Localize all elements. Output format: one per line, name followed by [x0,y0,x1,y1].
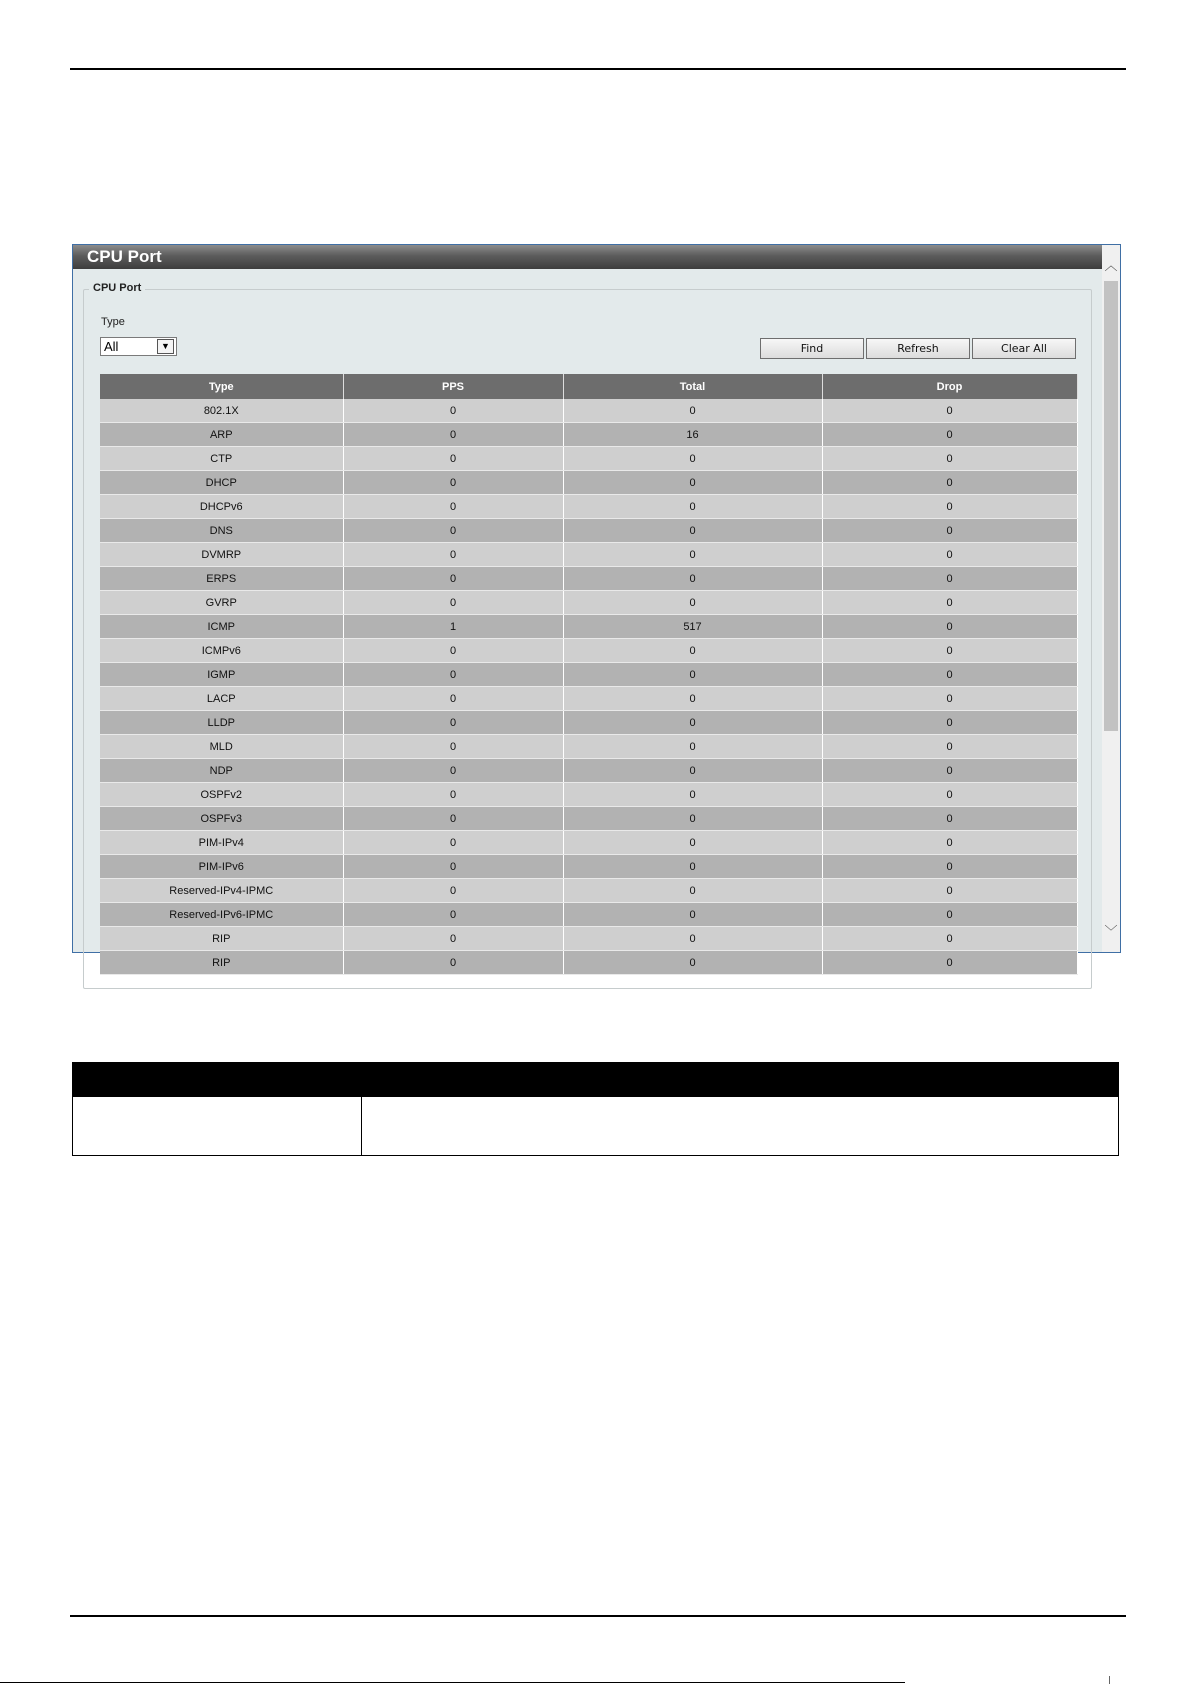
table-row [100,423,1077,447]
cell-total: 0 [563,591,822,615]
cell-type: MLD [100,735,343,759]
cell-type: PIM-IPv6 [100,855,343,879]
cell-total: 0 [563,783,822,807]
cell-total: 0 [563,519,822,543]
cell-drop: 0 [822,951,1077,975]
cell-type: RIP [100,951,343,975]
type-label: Type [101,316,125,328]
cell-pps: 0 [343,879,563,903]
column-header-type: Type [100,374,343,399]
cell-pps: 0 [343,735,563,759]
header-rule [70,68,1126,70]
type-select-value: All [104,339,119,354]
cell-type: NDP [100,759,343,783]
cell-drop: 0 [822,663,1077,687]
cell-pps: 0 [343,687,563,711]
chevron-down-icon[interactable]: ﹀ [1104,924,1118,939]
cell-drop: 0 [822,639,1077,663]
cell-total: 16 [563,423,822,447]
cell-total: 0 [563,567,822,591]
cell-drop: 0 [822,927,1077,951]
table-header-row [100,374,1077,399]
table-row [100,903,1077,927]
cell-pps: 0 [343,423,563,447]
type-select[interactable] [100,337,177,356]
table-body [100,399,1077,975]
cell-type: DHCPv6 [100,495,343,519]
cell-pps: 0 [343,543,563,567]
cell-drop: 0 [822,807,1077,831]
table-row [100,471,1077,495]
cell-total: 0 [563,543,822,567]
cell-pps: 1 [343,615,563,639]
find-button[interactable]: Find [760,338,864,359]
cell-drop: 0 [822,735,1077,759]
cell-pps: 0 [343,567,563,591]
cell-pps: 0 [343,951,563,975]
table-row [100,951,1077,975]
cell-pps: 0 [343,855,563,879]
cell-type: DNS [100,519,343,543]
cell-drop: 0 [822,615,1077,639]
cell-type: GVRP [100,591,343,615]
cell-type: ICMP [100,615,343,639]
table-row [100,879,1077,903]
table-row [100,711,1077,735]
column-header-drop: Drop [822,374,1077,399]
cell-drop: 0 [822,711,1077,735]
cell-pps: 0 [343,399,563,423]
table-row [100,519,1077,543]
cell-total: 0 [563,735,822,759]
table-row [100,543,1077,567]
cell-type: PIM-IPv4 [100,831,343,855]
table-row [100,927,1077,951]
cell-drop: 0 [822,423,1077,447]
cell-pps: 0 [343,783,563,807]
description-table-row [72,1097,1119,1156]
cell-pps: 0 [343,447,563,471]
panel-title: CPU Port [73,245,1104,269]
cell-type: 802.1X [100,399,343,423]
cell-type: OSPFv2 [100,783,343,807]
cell-drop: 0 [822,855,1077,879]
cell-pps: 0 [343,831,563,855]
cell-total: 0 [563,399,822,423]
table-row [100,807,1077,831]
cell-drop: 0 [822,903,1077,927]
cell-type: Reserved-IPv6-IPMC [100,903,343,927]
cell-total: 0 [563,759,822,783]
cell-total: 0 [563,495,822,519]
cell-drop: 0 [822,759,1077,783]
cell-total: 0 [563,903,822,927]
cell-type: IGMP [100,663,343,687]
table-row [100,783,1077,807]
cell-type: DHCP [100,471,343,495]
cell-pps: 0 [343,711,563,735]
cell-drop: 0 [822,687,1077,711]
cell-pps: 0 [343,495,563,519]
cell-total: 0 [563,927,822,951]
chevron-down-icon[interactable]: ▼ [157,339,174,354]
cell-type: CTP [100,447,343,471]
cell-drop: 0 [822,591,1077,615]
table-row [100,447,1077,471]
cell-drop: 0 [822,783,1077,807]
vertical-scrollbar[interactable] [1102,245,1120,952]
clear-all-button[interactable]: Clear All [972,338,1076,359]
table-row [100,495,1077,519]
cell-total: 0 [563,447,822,471]
cell-type: LLDP [100,711,343,735]
cpu-port-window [72,244,1121,969]
cell-drop: 0 [822,471,1077,495]
cell-total: 0 [563,951,822,975]
cell-pps: 0 [343,663,563,687]
fieldset-legend: CPU Port [89,282,145,294]
column-divider [361,1097,362,1155]
table-row [100,399,1077,423]
cell-type: ARP [100,423,343,447]
table-row [100,831,1077,855]
cell-total: 0 [563,639,822,663]
cell-total: 0 [563,711,822,735]
cell-pps: 0 [343,927,563,951]
refresh-button[interactable]: Refresh [866,338,970,359]
cell-type: ERPS [100,567,343,591]
table-row [100,591,1077,615]
cell-pps: 0 [343,807,563,831]
footer-rule [70,1615,1126,1617]
table-row [100,759,1077,783]
cell-type: RIP [100,927,343,951]
cell-pps: 0 [343,903,563,927]
cell-drop: 0 [822,495,1077,519]
cell-pps: 0 [343,591,563,615]
chevron-up-icon[interactable]: ︿ [1104,258,1118,273]
cell-type: OSPFv3 [100,807,343,831]
cell-drop: 0 [822,543,1077,567]
cell-pps: 0 [343,519,563,543]
cell-total: 0 [563,831,822,855]
cell-total: 0 [563,663,822,687]
cell-drop: 0 [822,879,1077,903]
cell-total: 517 [563,615,822,639]
cell-drop: 0 [822,399,1077,423]
cell-type: LACP [100,687,343,711]
table-row [100,567,1077,591]
cell-pps: 0 [343,759,563,783]
page-tick [1109,1676,1110,1684]
table-row [100,687,1077,711]
cell-total: 0 [563,687,822,711]
cell-total: 0 [563,879,822,903]
table-row [100,639,1077,663]
cell-type: Reserved-IPv4-IPMC [100,879,343,903]
cell-pps: 0 [343,639,563,663]
cell-total: 0 [563,855,822,879]
cell-total: 0 [563,807,822,831]
column-header-total: Total [563,374,822,399]
cpu-port-table [100,374,1078,975]
cell-drop: 0 [822,447,1077,471]
table-row [100,735,1077,759]
cell-type: DVMRP [100,543,343,567]
cell-drop: 0 [822,519,1077,543]
cell-drop: 0 [822,567,1077,591]
table-row [100,615,1077,639]
table-row [100,855,1077,879]
page-edge-rule [0,1682,905,1683]
cell-drop: 0 [822,831,1077,855]
description-table-header [72,1062,1119,1097]
cell-total: 0 [563,471,822,495]
cell-type: ICMPv6 [100,639,343,663]
table-row [100,663,1077,687]
scrollbar-thumb[interactable] [1104,281,1118,731]
cell-pps: 0 [343,471,563,495]
column-header-pps: PPS [343,374,563,399]
